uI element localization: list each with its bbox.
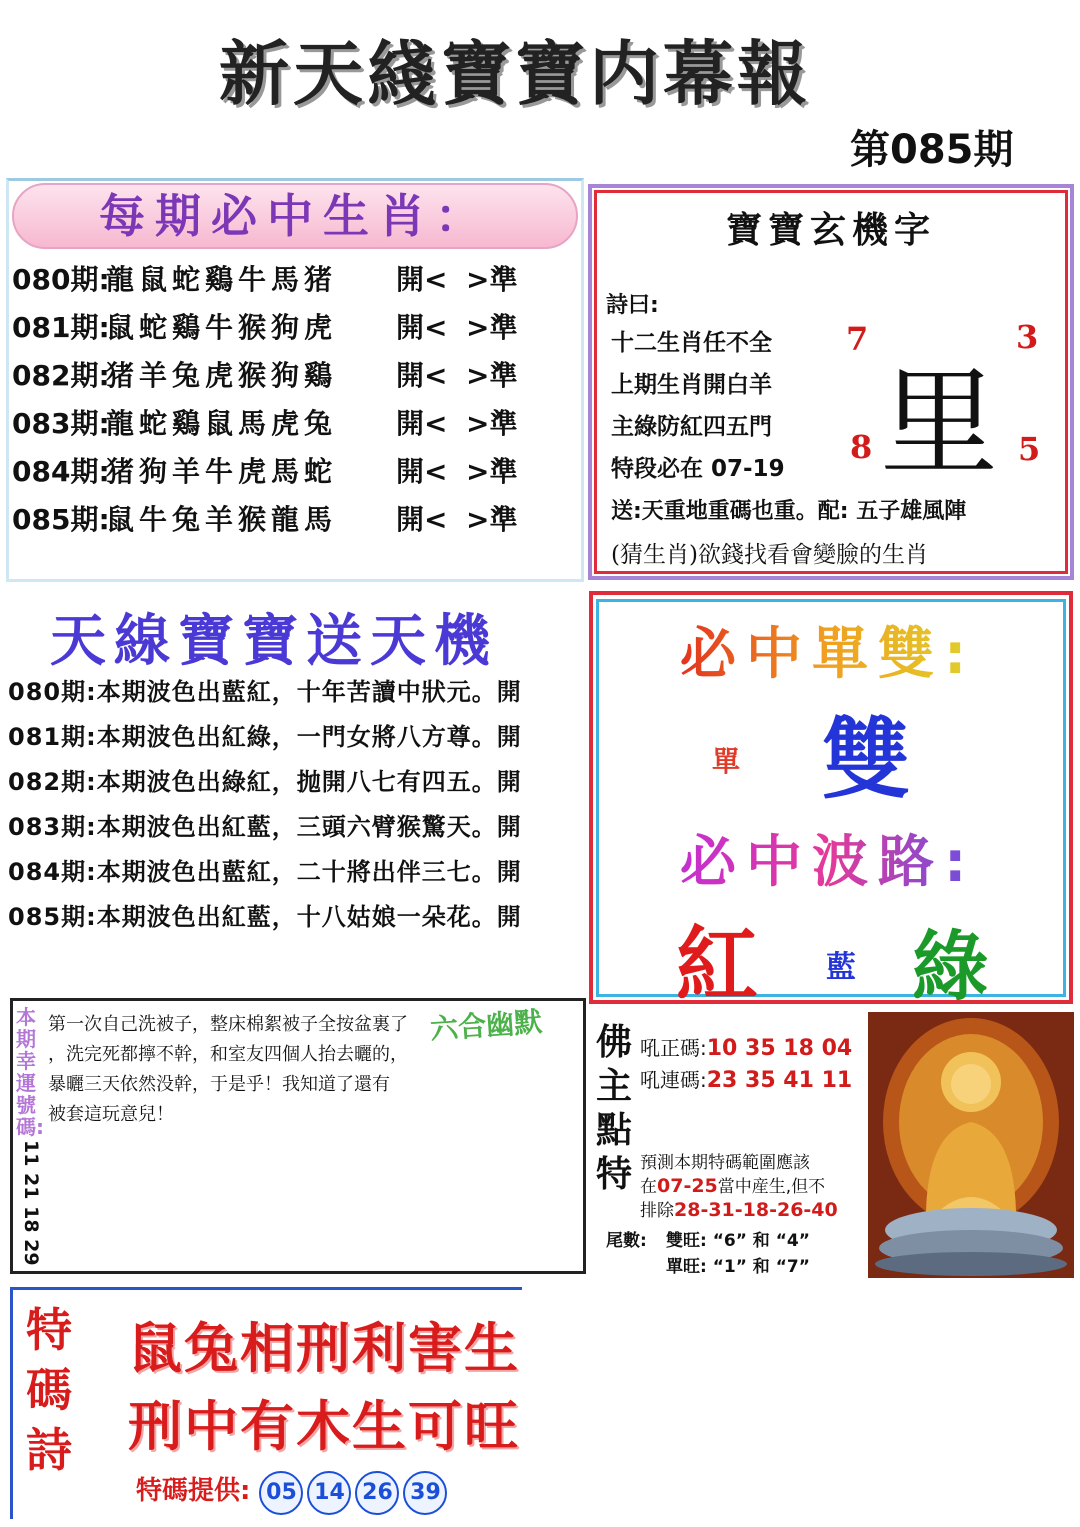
humor-line: 第一次自己洗被子，整床棉絮被子全按盆裏了 [48, 1014, 408, 1035]
poem-line: 上期生肖開白羊 [611, 372, 772, 398]
special-poem-label: 特碼詩 [26, 1303, 72, 1477]
odd-label: 單 [712, 745, 741, 778]
number-ball: 26 [355, 1471, 399, 1515]
buddha-label: 佛主點特 [596, 1021, 633, 1195]
secret-guess-text: (猜生肖)欲錢找看會變臉的生肖 [611, 542, 928, 568]
red-number: 8 [850, 428, 873, 466]
zodiac-title: 每期必中生肖： [12, 183, 578, 249]
zodiac-row: 083期:龍蛇鷄鼠馬虎兔 開< >準 [12, 407, 518, 440]
main-code-row: 吼正碼:10 35 18 04 [640, 1036, 853, 1061]
red-number: 3 [1016, 318, 1039, 356]
heaven-row: 085期:本期波色出紅藍，十八姑娘一朵花。開 [8, 903, 522, 931]
heaven-row: 082期:本期波色出綠紅，抛開八七有四五。開 [8, 768, 522, 796]
special-numbers-label: 特碼提供: [136, 1476, 251, 1506]
secret-character: 里 [880, 354, 999, 492]
newspaper-title: 新天綫寶寶内幕報 [219, 32, 811, 115]
number-ball: 14 [307, 1471, 351, 1515]
red-number: 7 [846, 320, 869, 358]
red-number: 5 [1018, 430, 1041, 468]
humor-line: ，洗完死都擰不幹，和室友四個人抬去曬的， [48, 1044, 408, 1065]
zodiac-row: 081期:鼠蛇鷄牛猴狗虎 開< >準 [12, 311, 518, 344]
lucky-numbers: 11 21 18 29 [20, 1140, 42, 1266]
humor-tag: 六合幽默 [429, 1005, 544, 1046]
heaven-row: 080期:本期波色出藍紅，十年苦讀中狀元。開 [8, 678, 522, 706]
wave-green: 綠 [912, 922, 988, 1011]
zodiac-row: 085期:鼠牛兔羊猴龍馬 開< >準 [12, 503, 518, 536]
tail-single: 單旺: “1” 和 “7” [666, 1257, 810, 1277]
tail-double: 雙旺: “6” 和 “4” [666, 1231, 810, 1251]
zodiac-row: 080期:龍鼠蛇鷄牛馬猪 開< >準 [12, 263, 518, 296]
heaven-secret-title: 天線寶寶送天機 [50, 609, 498, 674]
special-poem-line: 鼠兔相刑利害生 [128, 1317, 520, 1380]
tail-label: 尾數: [606, 1231, 647, 1251]
secret-gift-text: 送:天重地重碼也重。配: 五子雄風陣 [611, 499, 967, 524]
special-poem-line: 刑中有木生可旺 [128, 1395, 520, 1458]
issue-number: 第085期 [850, 127, 1014, 173]
number-ball: 39 [403, 1471, 447, 1515]
heaven-row: 083期:本期波色出紅藍，三頭六臂猴驚天。開 [8, 813, 522, 841]
even-answer: 雙 [822, 708, 911, 811]
wave-blue: 藍 [826, 950, 856, 985]
humor-line: 被套這玩意兒！ [48, 1104, 174, 1125]
heaven-row: 081期:本期波色出紅綠，一門女將八方尊。開 [8, 723, 522, 751]
predict-line: 預測本期特碼範圍應該 [640, 1153, 810, 1173]
lucky-number-label: 本期幸運號碼: [16, 1005, 44, 1139]
odd-even-title: 必中單雙: [680, 610, 976, 690]
poem-line: 十二生肖任不全 [611, 330, 772, 356]
secret-word-title: 寶寶玄機字 [725, 209, 936, 251]
heaven-row: 084期:本期波色出藍紅，二十將出伴三七。開 [8, 858, 522, 886]
predict-line: 排除28-31-18-26-40 [640, 1199, 838, 1221]
poem-heading: 詩曰: [606, 293, 659, 318]
predict-line: 在07-25當中産生,但不 [640, 1175, 826, 1197]
zodiac-row: 084期:猪狗羊牛虎馬蛇 開< >準 [12, 455, 518, 488]
wave-title: 必中波路: [680, 818, 976, 898]
linked-code-row: 吼連碼:23 35 41 11 [640, 1068, 853, 1093]
humor-line: 暴曬三天依然没幹，于是乎！我知道了還有 [48, 1074, 390, 1095]
number-ball: 05 [259, 1471, 303, 1515]
poem-line: 主綠防紅四五門 [611, 414, 772, 440]
zodiac-row: 082期:猪羊兔虎猴狗鷄 開< >準 [12, 359, 518, 392]
buddha-image [868, 1012, 1074, 1278]
wave-red: 紅 [676, 918, 759, 1013]
special-numbers-row [136, 1470, 451, 1515]
poem-line: 特段必在 07-19 [611, 456, 785, 482]
